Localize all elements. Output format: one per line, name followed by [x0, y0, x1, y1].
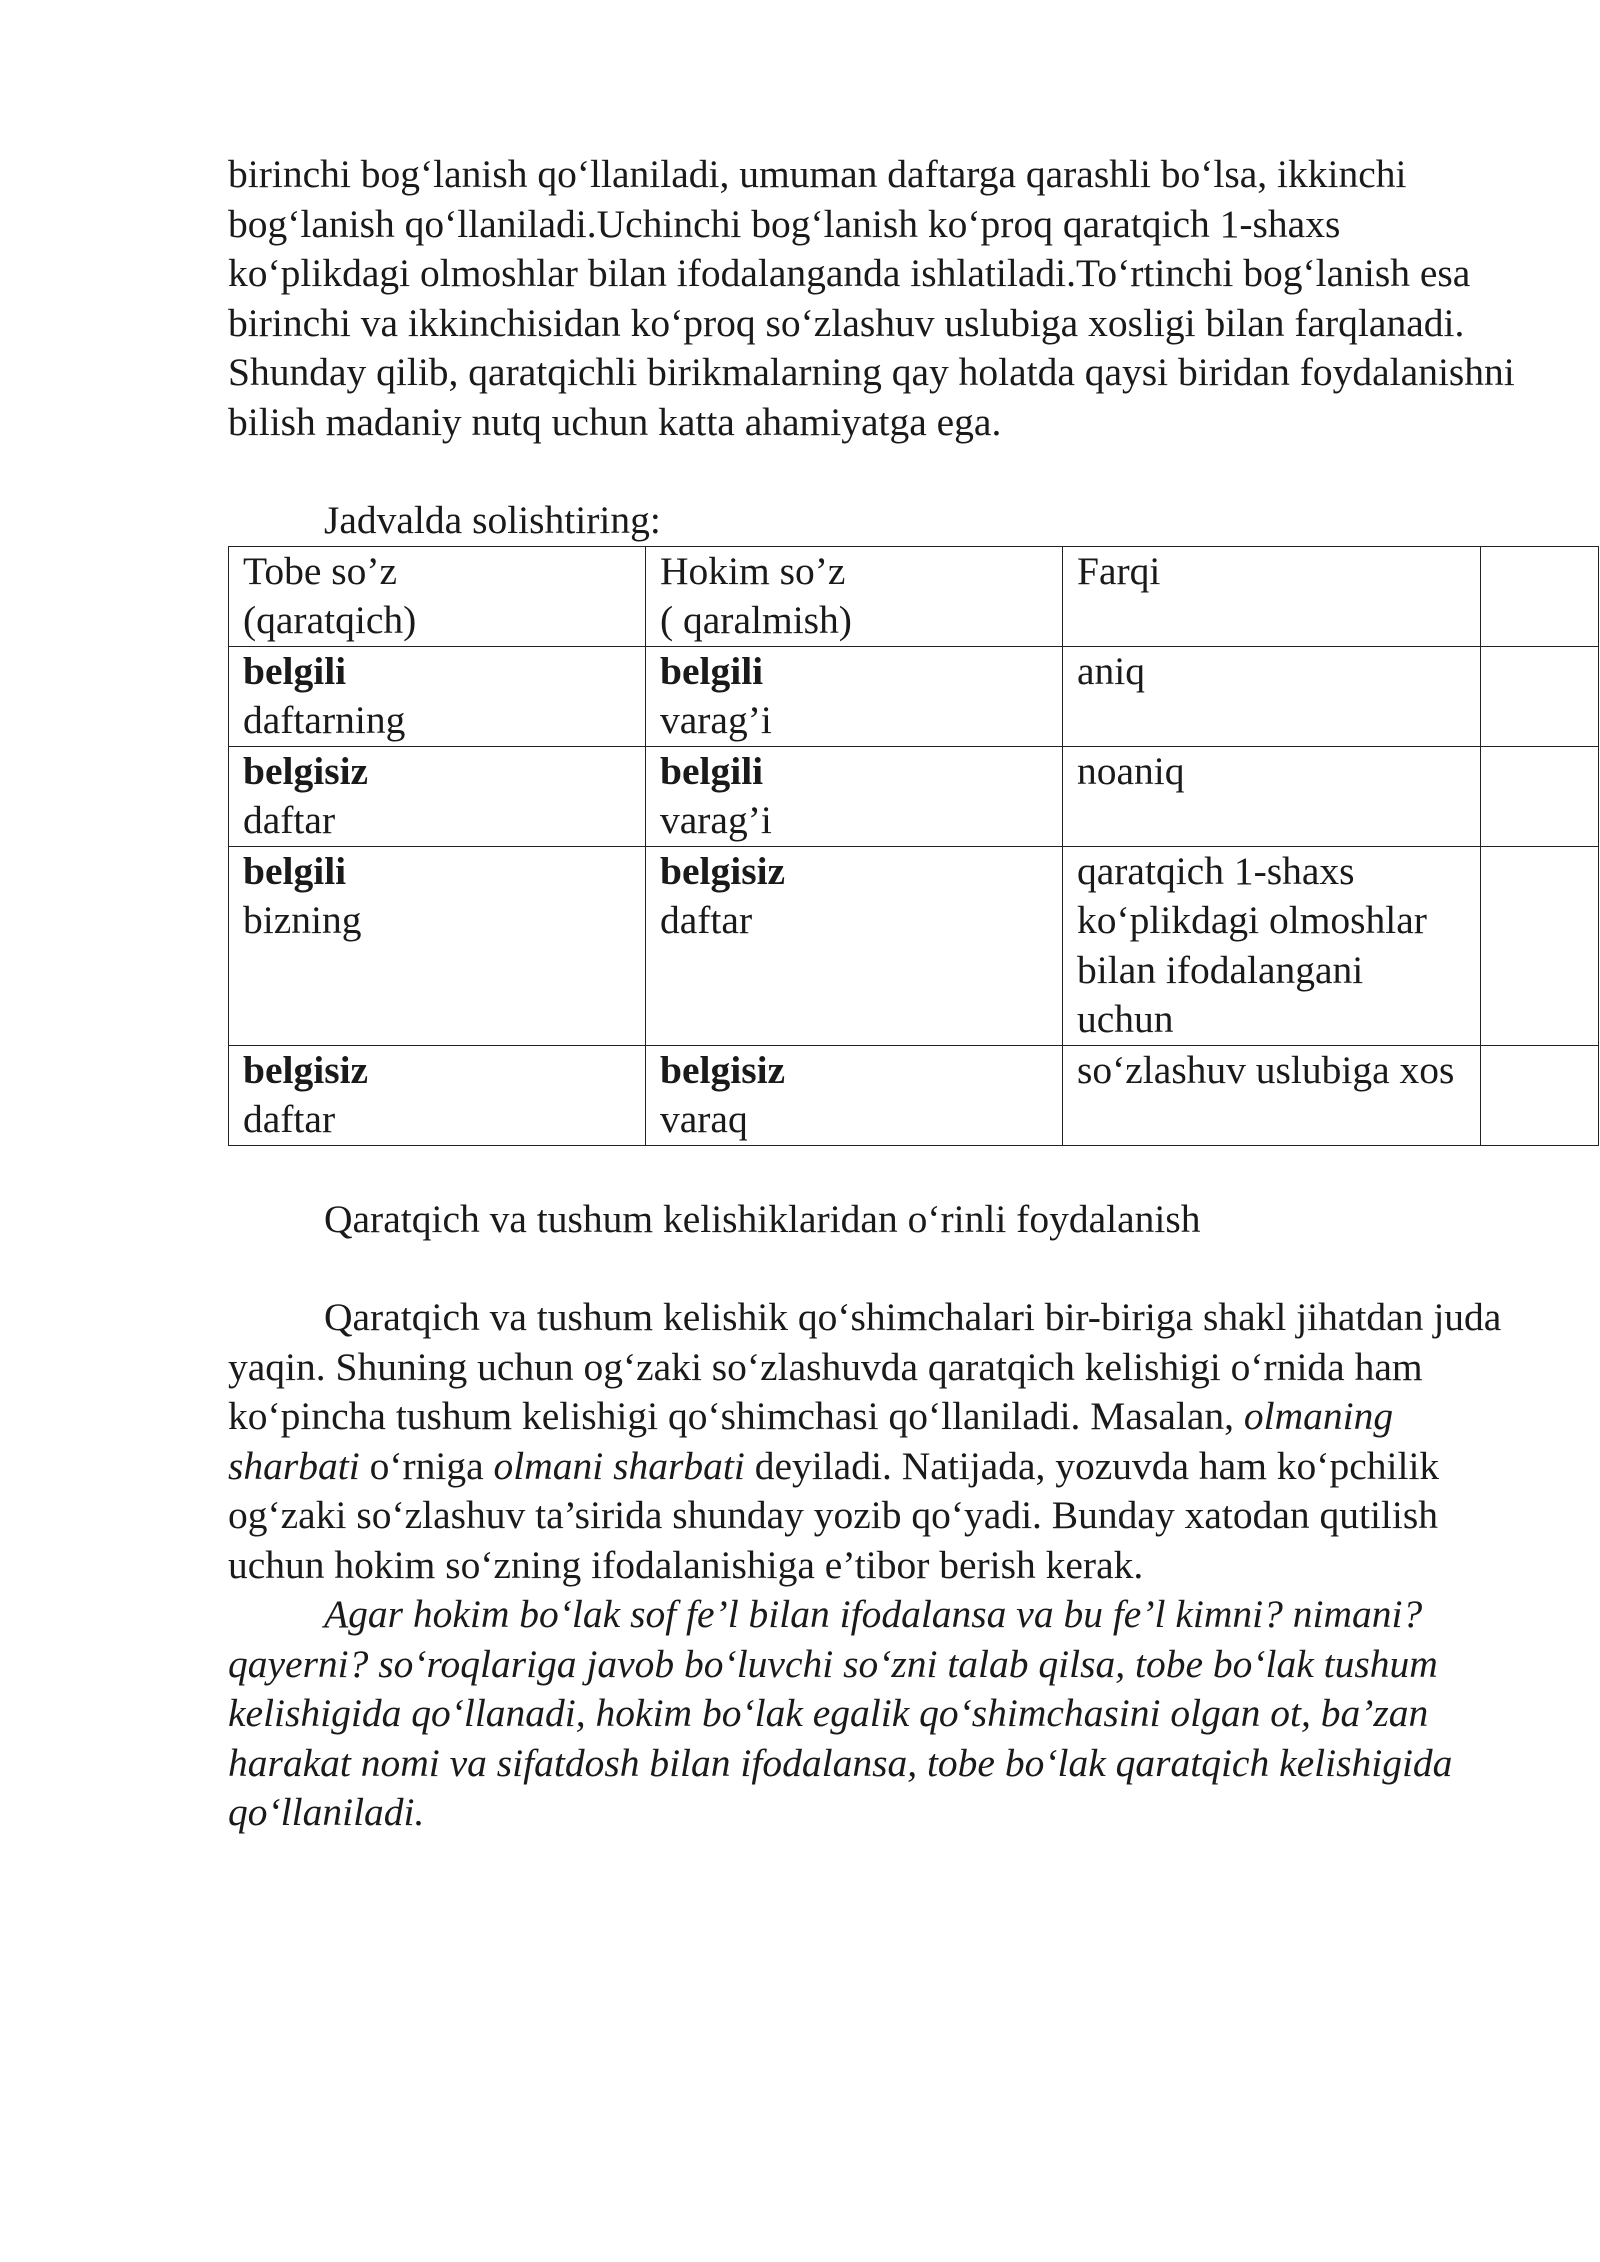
cell-word: bizning: [243, 898, 362, 942]
cell-bold-label: belgili: [243, 648, 347, 693]
table-cell-difference: so‘zlashuv uslubiga xos: [1063, 1045, 1481, 1145]
example-italic-1: olmaning sharbati: [228, 1394, 1394, 1488]
paragraph-2: Shunday qilib, qaratqichli birikmalarning qay holatda qaysi biridan foydalanishni bilish madaniy nutq uchun katta ahamiyatga ega.: [228, 350, 1515, 444]
paragraph-1: birinchi bog‘lanish qo‘llaniladi, umuman daftarga qarashli bo‘lsa, ikkinchi bog‘lanish qo‘llaniladi.Uchinchi bog‘lanish ko‘proq qaratqich 1-shaxs ko‘plikdagi olmoshlar bilan ifodalanganda ishlatiladi.To‘rtinchi bog‘lanish esa birinchi va ikkinchisidan ko‘proq so‘zlashuv uslubiga xosligi bilan farqlanadi.: [228, 152, 1471, 345]
cell-bold-label: belgisiz: [660, 848, 786, 893]
header-tobe-line2: (qaratqich): [243, 598, 417, 642]
header-cell-farqi: Farqi: [1063, 546, 1481, 646]
paragraph-3-text-2: o‘rniga: [359, 1443, 494, 1488]
table-cell: [229, 646, 646, 746]
table-row: [229, 646, 1599, 746]
table-cell: [229, 846, 646, 1045]
header-cell-hokim: [646, 546, 1063, 646]
header-cell-empty: [1481, 546, 1599, 646]
header-cell-tobe: [229, 546, 646, 646]
table-cell-difference: noaniq: [1063, 746, 1481, 846]
table-row: [229, 846, 1599, 1045]
cell-word: varaq: [660, 1097, 748, 1141]
example-italic-2: olmani sharbati: [493, 1443, 745, 1488]
header-tobe-line1: Tobe so’z: [243, 548, 398, 593]
table-caption: Jadvalda solishtiring:: [324, 498, 661, 542]
table-cell: [646, 746, 1063, 846]
table-cell: [646, 1045, 1063, 1145]
table-cell: [229, 746, 646, 846]
table-cell: [646, 646, 1063, 746]
table-cell-empty: [1481, 746, 1599, 846]
table-cell: [646, 846, 1063, 1045]
table-cell: [229, 1045, 646, 1145]
header-hokim-line1: Hokim so’z: [660, 548, 846, 593]
cell-word: varag’i: [660, 698, 772, 742]
table-cell-empty: [1481, 646, 1599, 746]
cell-bold-label: belgisiz: [660, 1047, 786, 1092]
cell-word: daftar: [660, 898, 753, 942]
section-heading: Qaratqich va tushum kelishiklaridan o‘rinli foydalanish: [324, 1196, 1201, 1241]
cell-word: daftarning: [243, 698, 406, 742]
paragraph-3-text-3: deyiladi. Natijada, yozuvda ham ko‘pchilik og‘zaki so‘zlashuv ta’sirida shunday yozib qo‘yadi. Bunday xatodan qutilish uchun hokim so‘zning ifodalanishiga e’tibor berish kerak.: [228, 1443, 1440, 1587]
table-cell-difference: qaratqich 1-shaxs ko‘plikdagi olmoshlar bilan ifodalangani uchun: [1063, 846, 1481, 1045]
cell-bold-label: belgili: [660, 648, 764, 693]
cell-word: daftar: [243, 1097, 336, 1141]
header-hokim-line2: ( qaralmish): [660, 598, 852, 642]
paragraph-3: [228, 1293, 1518, 1590]
cell-word: varag’i: [660, 798, 772, 842]
document-page: [228, 150, 1518, 1838]
table-cell-empty: [1481, 1045, 1599, 1145]
table-row: [229, 1045, 1599, 1145]
table-header-row: [229, 546, 1599, 646]
cell-bold-label: belgili: [243, 848, 347, 893]
cell-bold-label: belgili: [660, 748, 764, 793]
cell-bold-label: belgisiz: [243, 748, 369, 793]
cell-bold-label: belgisiz: [243, 1047, 369, 1092]
table-cell-empty: [1481, 846, 1599, 1045]
paragraph-3-text-1: Qaratqich va tushum kelishik qo‘shimchalari bir-biriga shakl jihatdan juda yaqin. Shuning uchun og‘zaki so‘zlashuvda qaratqich kelishigi o‘rnida ham ko‘pincha tushum kelishigi qo‘shimchasi qo‘llaniladi. Masalan,: [228, 1295, 1502, 1438]
paragraph-4-rule: Agar hokim bo‘lak sof fe’l bilan ifodalansa va bu fe’l kimni? nimani? qayerni? so‘roqlariga javob bo‘luvchi so‘zni talab qilsa, tobe bo‘lak tushum kelishigida qo‘llanadi, hokim bo‘lak egalik qo‘shimchasini olgan ot, ba’zan harakat nomi va sifatdosh bilan ifodalansa, tobe bo‘lak qaratqich kelishigida qo‘llaniladi.: [228, 1592, 1453, 1834]
cell-word: daftar: [243, 798, 336, 842]
table-cell-difference: aniq: [1063, 646, 1481, 746]
table-row: [229, 746, 1599, 846]
comparison-table: [228, 546, 1599, 1146]
